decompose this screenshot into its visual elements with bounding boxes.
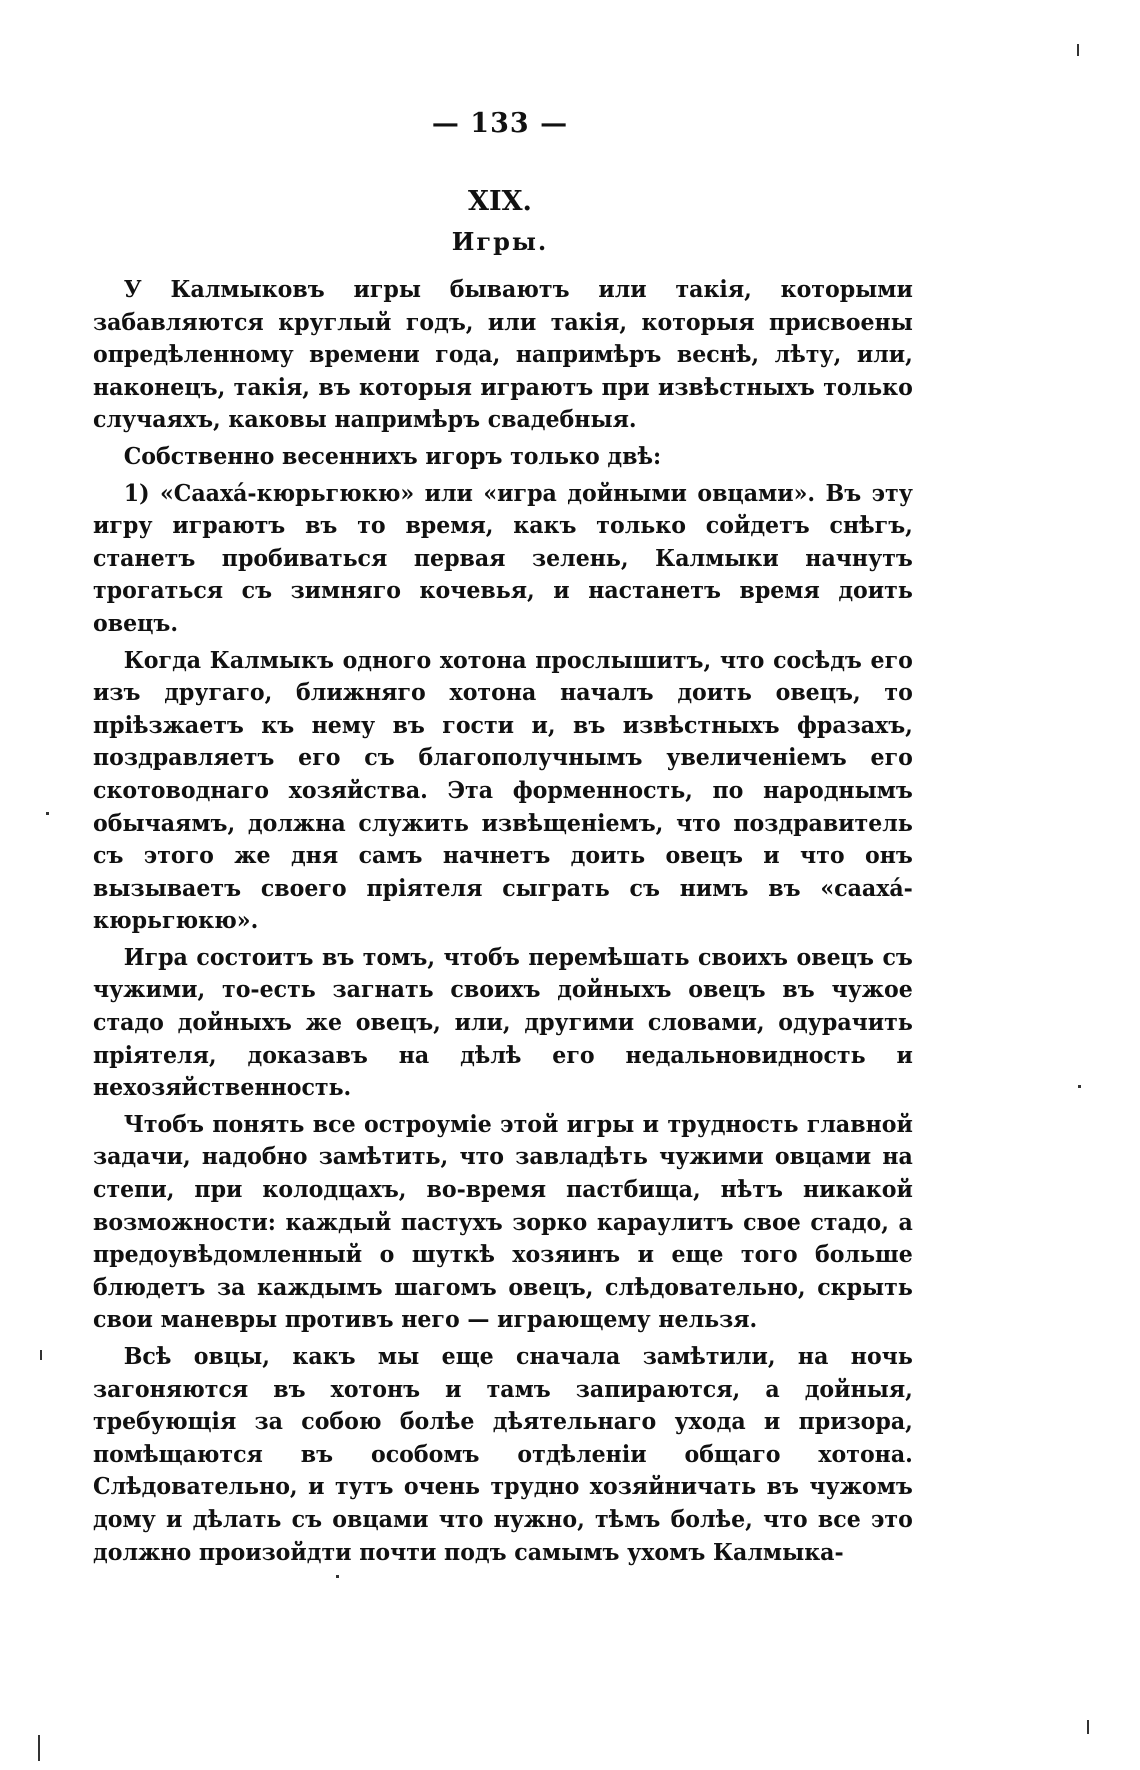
paragraph: Когда Калмыкъ одного хотона прослышитъ, что сосѣдъ его изъ другаго, ближняго хотона началъ доить овецъ, то пріѣзжаетъ къ нему въ гости и, въ извѣстныхъ фразахъ, поздравляетъ его съ благополучнымъ увеличеніемъ его скотоводнаго хозяйства. Эта форменность, по народнымъ обычаямъ, должна служить извѣщеніемъ, что поздравитель съ этого же дня самъ начнетъ доить овецъ и что онъ вызываетъ своего пріятеля сыграть съ нимъ въ «сааха́-кюрьгюкю». — [93, 646, 913, 935]
chapter-title: Игры. — [451, 227, 549, 256]
scan-speck — [1087, 1720, 1089, 1734]
scan-speck — [38, 1735, 40, 1761]
scan-speck — [1078, 1085, 1081, 1088]
paragraph: 1) «Сааха́-кюрьгюкю» или «игра дойными овцами». Въ эту игру играютъ въ то время, какъ только сойдетъ снѣгъ, станетъ пробиваться первая зелень, Калмыки начнутъ трогаться съ зимняго кочевья, и настанетъ время доить овецъ. — [93, 479, 913, 637]
paragraph: У Калмыковъ игры бываютъ или такія, которыми забавляются круглый годъ, или такія, которыя присвоены опредѣленному времени года, напримѣръ веснѣ, лѣту, или, наконецъ, такія, въ которыя играютъ при извѣстныхъ только случаяхъ, каковы напримѣръ свадебныя. — [93, 276, 913, 434]
paragraph: Всѣ овцы, какъ мы еще сначала замѣтили, на ночь загоняются въ хотонъ и тамъ запираются, а дойныя, требующія за собою болѣе дѣятельнаго ухода и призора, помѣщаются въ особомъ отдѣленіи общаго хотона. Слѣдовательно, и тутъ очень трудно хозяйничать въ чужомъ дому и дѣлать съ овцами что нужно, тѣмъ болѣе, что все это должно произойдти почти подъ самымъ ухомъ Калмыка- — [93, 1343, 913, 1566]
scan-speck — [40, 1350, 42, 1360]
page-number: — 133 — — [431, 108, 569, 139]
scan-speck — [46, 812, 49, 815]
body-text — [93, 274, 913, 1569]
scan-speck — [1077, 44, 1079, 56]
paragraph: Собственно весеннихъ игоръ только двѣ: — [123, 442, 662, 470]
chapter-number: XIX. — [468, 186, 532, 217]
paragraph: Игра состоитъ въ томъ, чтобъ перемѣшать своихъ овецъ съ чужими, то-есть загнать своихъ дойныхъ овецъ въ чужое стадо дойныхъ же овецъ, или, другими словами, одурачить пріятеля, доказавъ на дѣлѣ его недальновидность и нехозяйственность. — [93, 943, 913, 1102]
paragraph: Чтобъ понять все остроуміе этой игры и трудность главной задачи, надобно замѣтить, что завладѣть чужими овцами на степи, при колодцахъ, во-время пастбища, нѣтъ никакой возможности: каждый пастухъ зорко караулитъ свое стадо, а предоувѣдомленный о шуткѣ хозяинъ и еще того больше блюдетъ за каждымъ шагомъ овецъ, слѣдовательно, скрыть свои маневры противъ него — играющему нельзя. — [93, 1110, 913, 1334]
scan-speck — [336, 1575, 339, 1578]
